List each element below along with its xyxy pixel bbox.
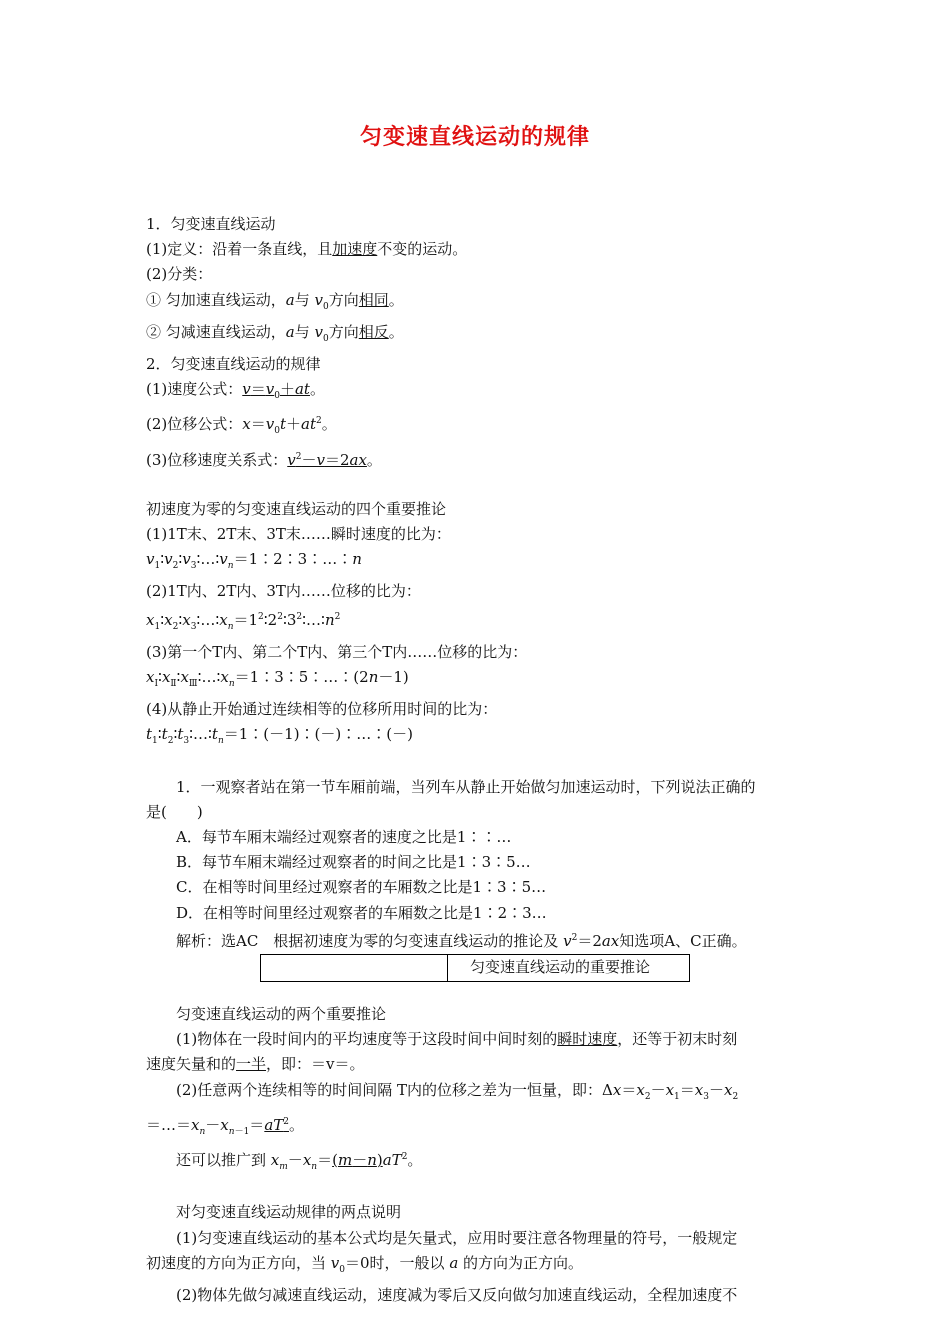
inference-1-line-1: (1)物体在一段时间内的平均速度等于这段时间中间时刻的瞬时速度，还等于初末时刻 bbox=[176, 1030, 738, 1049]
corollary-2-formula: $x_1∶x_2∶x_3∶\dots∶x_n=1^2∶2^2∶3^2∶\dots∶n^2$ bbox=[146, 610, 341, 632]
inference-generalized: 还可以推广到 $x_m-x_n=(m-n)aT^2$。 bbox=[176, 1151, 423, 1173]
inference-2-line-1: (2)任意两个连续相等的时间间隔 T内的位移之差为一恒量，即：$\Delta x=x_2-x_1=x_3-x_2$ bbox=[176, 1080, 739, 1102]
table-topic-cell: 匀变速直线运动的重要推论 bbox=[470, 958, 651, 977]
corollary-3-formula: $x_Ⅰ∶x_Ⅱ∶x_Ⅲ∶\dots∶x_n=1∶3∶5∶\dots∶(2n-1)$ bbox=[146, 668, 409, 690]
inference-1-line-2: 速度矢量和的一半，即：＝v＝。 bbox=[146, 1055, 365, 1074]
blank-half: 一半 bbox=[236, 1055, 267, 1074]
section-2-heading: 2．匀变速直线运动的规律 bbox=[146, 355, 321, 374]
option-a: A．每节车厢末端经过观察者的速度之比是1∶∶… bbox=[176, 828, 512, 847]
document-body bbox=[146, 212, 810, 1308]
displacement-formula: (2)位移公式：$x=v_0t+at^2$。 bbox=[146, 415, 337, 437]
table-empty-cell bbox=[261, 955, 448, 981]
class-accelerate-line: ① 匀加速直线运动，a与 $v_0$方向相同。 bbox=[146, 290, 404, 312]
corollary-2: (2)1T内、2T内、3T内……位移的比为： bbox=[146, 582, 421, 601]
option-b: B．每节车厢末端经过观察者的时间之比是1∶3∶5… bbox=[176, 853, 531, 872]
corollary-3: (3)第一个T内、第二个T内、第三个T内……位移的比为： bbox=[146, 642, 528, 661]
corollary-4: (4)从静止开始通过连续相等的位移所用时间的比为： bbox=[146, 700, 498, 719]
blank-same: 相同 bbox=[358, 290, 389, 309]
classification-line: (2)分类： bbox=[146, 265, 213, 284]
velocity-displacement-formula: (3)位移速度关系式：$v^2-v=2ax$。 bbox=[146, 450, 382, 469]
corollary-1-formula: $v_1∶v_2∶v_3∶\dots∶v_n=1∶2∶3∶\dots∶n$ bbox=[146, 550, 362, 572]
section-4-heading: 匀变速直线运动的两个重要推论 bbox=[176, 1005, 387, 1024]
question-1-stem: 1．一观察者站在第一节车厢前端，当列车从静止开始做匀加速运动时，下列说法正确的 bbox=[176, 777, 756, 796]
corollary-4-formula: $t_1∶t_2∶t_3∶\dots∶t_n=1∶(-1)∶(-)∶\dots∶(-)$ bbox=[146, 725, 413, 747]
answer-analysis: 解析：选AC 根据初速度为零的匀变速直线运动的推论及 $v^2=2ax$知选项A、C正确。 bbox=[176, 931, 747, 950]
class-decelerate-line: ② 匀减速直线运动，a与 $v_0$方向相反。 bbox=[146, 322, 404, 344]
inference-2-line-2: $=\dots=x_n-x_{n-1}=aT^2$。 bbox=[146, 1115, 305, 1137]
section-5-heading: 对匀变速直线运动规律的两点说明 bbox=[176, 1203, 402, 1222]
corollary-1: (1)1T末、2T末、3T末……瞬时速度的比为： bbox=[146, 525, 451, 544]
velocity-formula: (1)速度公式：$v=v_0+at$。 bbox=[146, 380, 325, 402]
question-1-stem-cont: 是( ) bbox=[146, 802, 203, 821]
note-1-line-1: (1)匀变速直线运动的基本公式均是矢量式，应用时要注意各物理量的符号，一般规定 bbox=[176, 1228, 738, 1247]
definition-line: (1)定义：沿着一条直线，且加速度不变的运动。 bbox=[146, 240, 468, 259]
note-1-line-2: 初速度的方向为正方向，当 $v_0=0$时，一般以 a 的方向为正方向。 bbox=[146, 1253, 584, 1275]
option-d: D．在相等时间里经过观察者的车厢数之比是1∶2∶3… bbox=[176, 903, 547, 922]
blank-instant-velocity: 瞬时速度 bbox=[557, 1030, 618, 1049]
note-2-line-1: (2)物体先做匀减速直线运动，速度减为零后又反向做匀加速直线运动，全程加速度不 bbox=[176, 1285, 738, 1304]
section-1-heading: 1．匀变速直线运动 bbox=[146, 215, 276, 233]
section-3-heading: 初速度为零的匀变速直线运动的四个重要推论 bbox=[146, 499, 447, 518]
topic-table bbox=[260, 954, 690, 982]
blank-opposite: 相反 bbox=[358, 322, 389, 341]
page-title: 匀变速直线运动的规律 bbox=[359, 125, 590, 150]
blank-acceleration: 加速度 bbox=[332, 240, 378, 259]
option-c: C．在相等时间里经过观察者的车厢数之比是1∶3∶5… bbox=[176, 878, 547, 897]
